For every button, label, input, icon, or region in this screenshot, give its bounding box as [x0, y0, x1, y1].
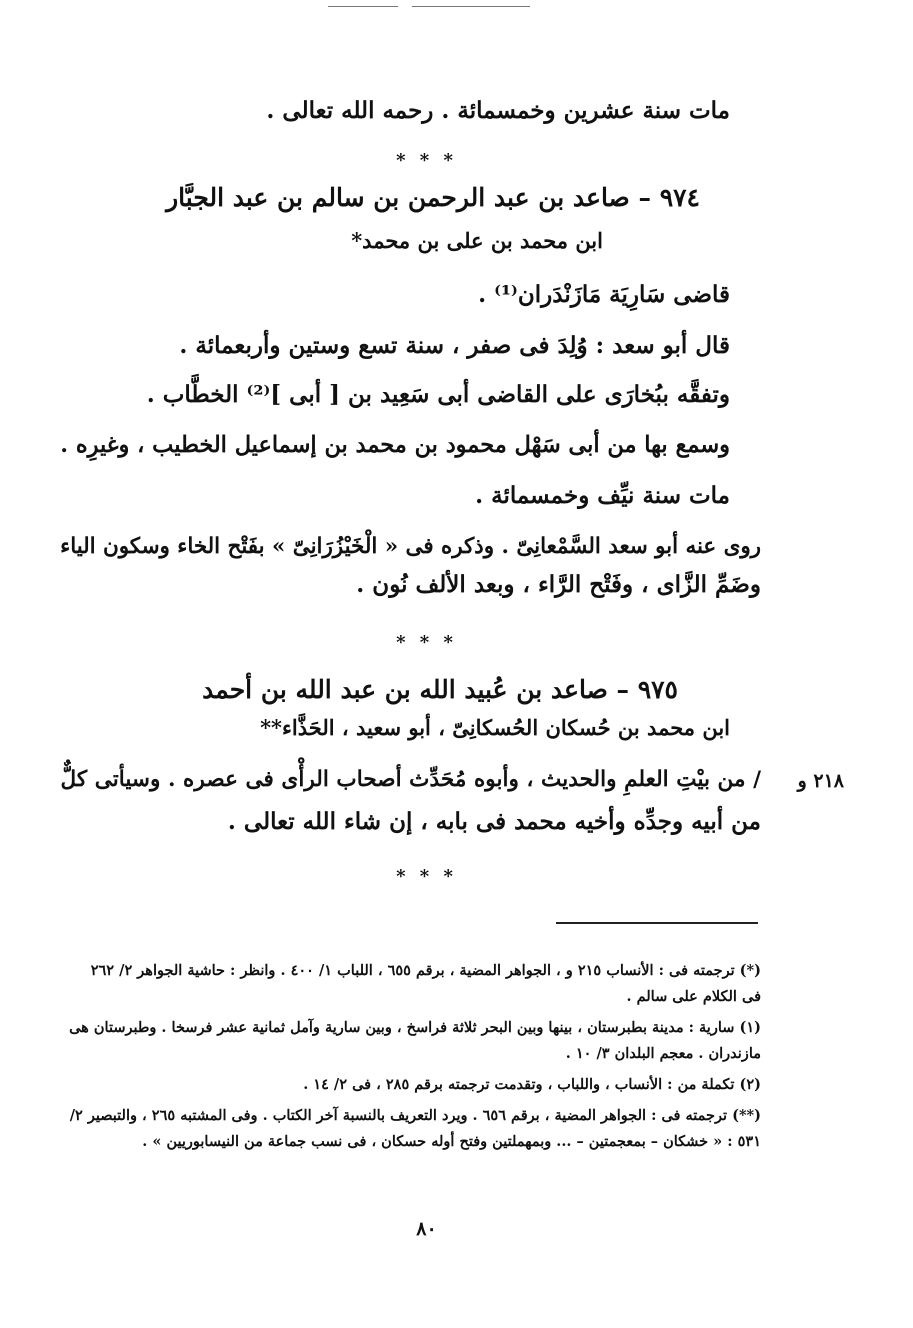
entry-975-heading: ٩٧٥ – صاعد بن عُبيد الله بن عبد الله بن أحمد — [202, 675, 678, 704]
entry-974-subheading: ابن محمد بن على بن محمد* — [351, 228, 603, 253]
footnote-line: ٥٣١ : « خشكان – بمعجمتين – ... وبمهملتين وفتح أوله حسكان ، فى نسب جماعة من النيسابوريين » . — [142, 1133, 761, 1150]
page-number: ٨٠ — [416, 1218, 437, 1240]
footnote-line: (٢) تكملة من : الأنساب ، واللباب ، وتقدمت ترجمته برقم ٢٨٥ ، فى ٢/ ١٤ . — [303, 1076, 761, 1093]
entry-974-line: روى عنه أبو سعد السَّمْعانِىّ . وذكره فى « الْخَيْزُرَانِىّ » بفَتْح الخاء وسكون الياء — [60, 534, 761, 559]
previous-entry-ending: مات سنة عشرين وخمسمائة . رحمه الله تعالى . — [266, 97, 730, 124]
entry-975-subheading: ابن محمد بن حُسكان الحُسكانِىّ ، أبو سعيد ، الحَذَّاء** — [260, 715, 730, 740]
manuscript-folio-reference: ٢١٨ و — [797, 770, 844, 792]
entry-974-line: وضَمِّ الزَّاى ، وفَتْح الرَّاء ، وبعد الألف نُون . — [356, 571, 761, 598]
entry-975-line: / من بيْتِ العلمِ والحديث ، وأبوه مُحَدِّث أصحاب الرأْى فى عصره . وسيأتى كلٌّ — [60, 767, 761, 792]
entry-974-line: مات سنة نيِّف وخمسمائة . — [475, 482, 730, 509]
entry-974-line: قاضى سَارِيَة مَازَنْدَران⁽¹⁾ . — [478, 281, 730, 308]
top-rule-left — [328, 6, 398, 7]
section-separator: * * * — [396, 150, 457, 171]
entry-974-line: قال أبو سعد : وُلِدَ فى صفر ، سنة تسع وستين وأربعمائة . — [179, 332, 730, 359]
footnote-line: فى الكلام على سالم . — [626, 988, 761, 1005]
section-separator: * * * — [396, 866, 457, 887]
footnote-line: (١) سارية : مدينة بطبرستان ، بينها وبين البحر ثلاثة فراسخ ، وبين سارية وآمل ثمانية عشر فرسخا . وطبرستان هى — [69, 1019, 761, 1036]
footnote-line: مازندران . معجم البلدان ٣/ ١٠ . — [565, 1045, 761, 1062]
entry-974-line: وتفقَّه ببُخارَى على القاضى أبى سَعِيد بن [ أبى ]⁽²⁾ الخطَّاب . — [146, 381, 730, 408]
section-separator: * * * — [396, 632, 457, 653]
footnote-line: (**) ترجمته فى : الجواهر المضية ، برقم ٦٥٦ . ويرد التعريف بالنسبة آخر الكتاب . وفى المشتبه ٢٦٥ ، والتبصير ٢/ — [69, 1107, 761, 1124]
entry-974-heading: ٩٧٤ – صاعد بن عبد الرحمن بن سالم بن عبد الجبَّار — [166, 183, 700, 212]
entry-974-line: وسمع بها من أبى سَهْل محمود بن محمد بن إسماعيل الخطيب ، وغيرِه . — [60, 432, 730, 458]
footnote-line: (*) ترجمته فى : الأنساب ٢١٥ و ، الجواهر المضية ، برقم ٦٥٥ ، اللباب ١/ ٤٠٠ . وانظر : حاشية الجواهر ٢/ ٢٦٢ — [90, 962, 761, 979]
top-rule-right — [412, 6, 530, 7]
footnote-divider — [556, 922, 758, 924]
entry-975-line: من أبيه وجدِّه وأخيه محمد فى بابه ، إن شاء الله تعالى . — [227, 808, 761, 835]
